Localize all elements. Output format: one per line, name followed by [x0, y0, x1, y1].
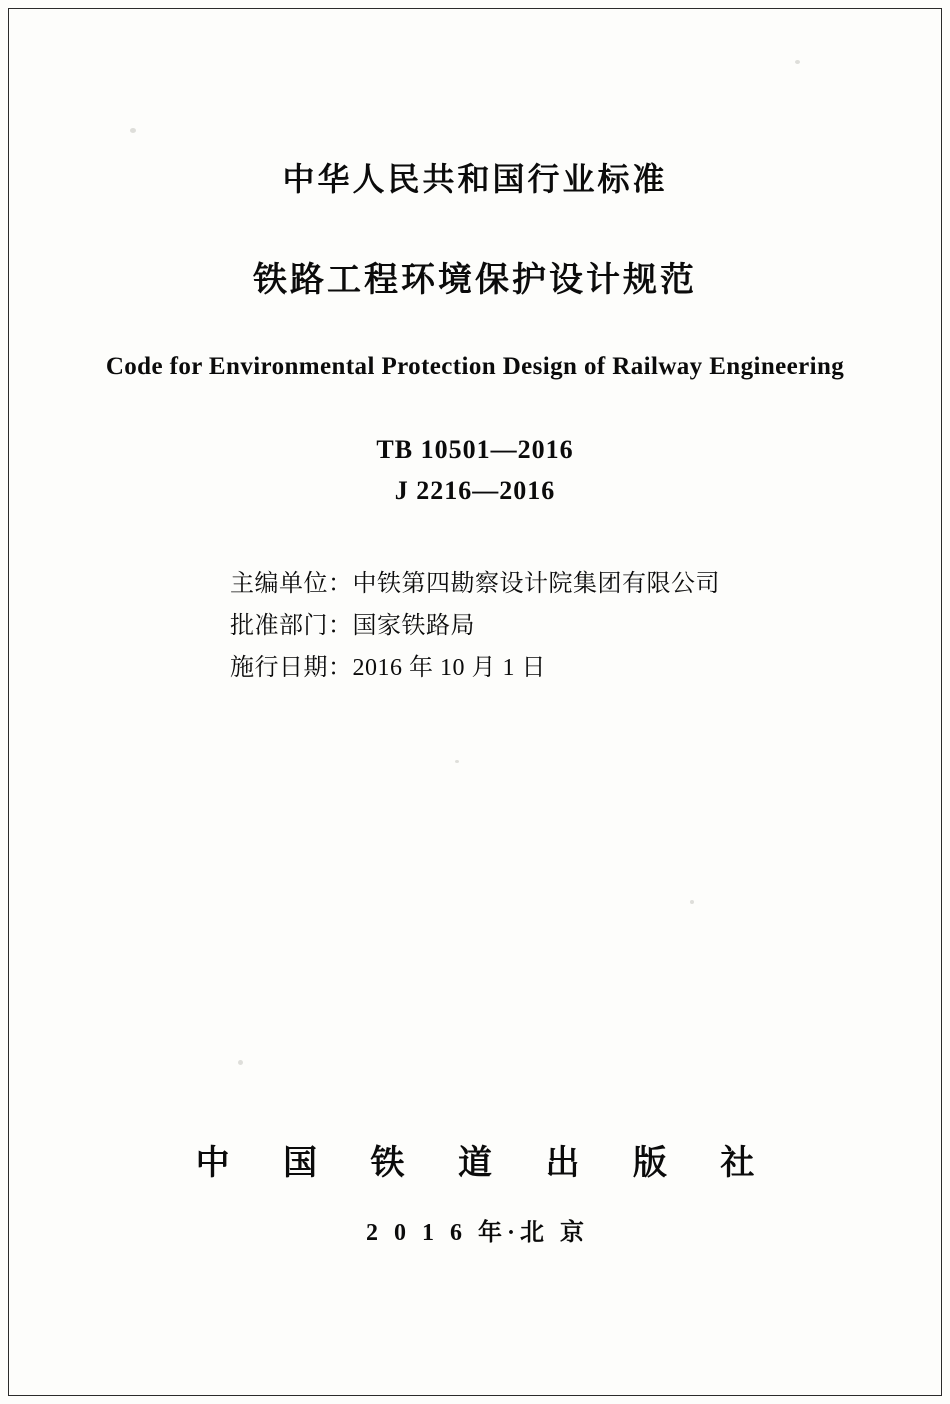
publication-meta	[230, 563, 720, 689]
publish-date-place: 2 0 1 6 年·北 京	[365, 1220, 589, 1246]
publisher-name: 中 国 铁 道 出 版 社	[195, 1144, 777, 1182]
standard-code-secondary: J 2216—2016	[394, 475, 556, 505]
standard-code-primary: TB 10501—2016	[376, 435, 574, 465]
meta-approval-department: 批准部门：国家铁路局	[230, 613, 475, 640]
document-title-en: Code for Environmental Protection Design of Railway Engineering	[105, 353, 845, 381]
standard-code-block	[60, 430, 890, 511]
meta-chief-editor-unit: 主编单位：中铁第四勘察设计院集团有限公司	[230, 571, 720, 598]
standard-category-heading: 中华人民共和国行业标准	[282, 161, 668, 197]
meta-effective-date: 施行日期：2016 年 10 月 1 日	[230, 655, 546, 682]
document-title-cn: 铁路工程环境保护设计规范	[253, 261, 697, 300]
